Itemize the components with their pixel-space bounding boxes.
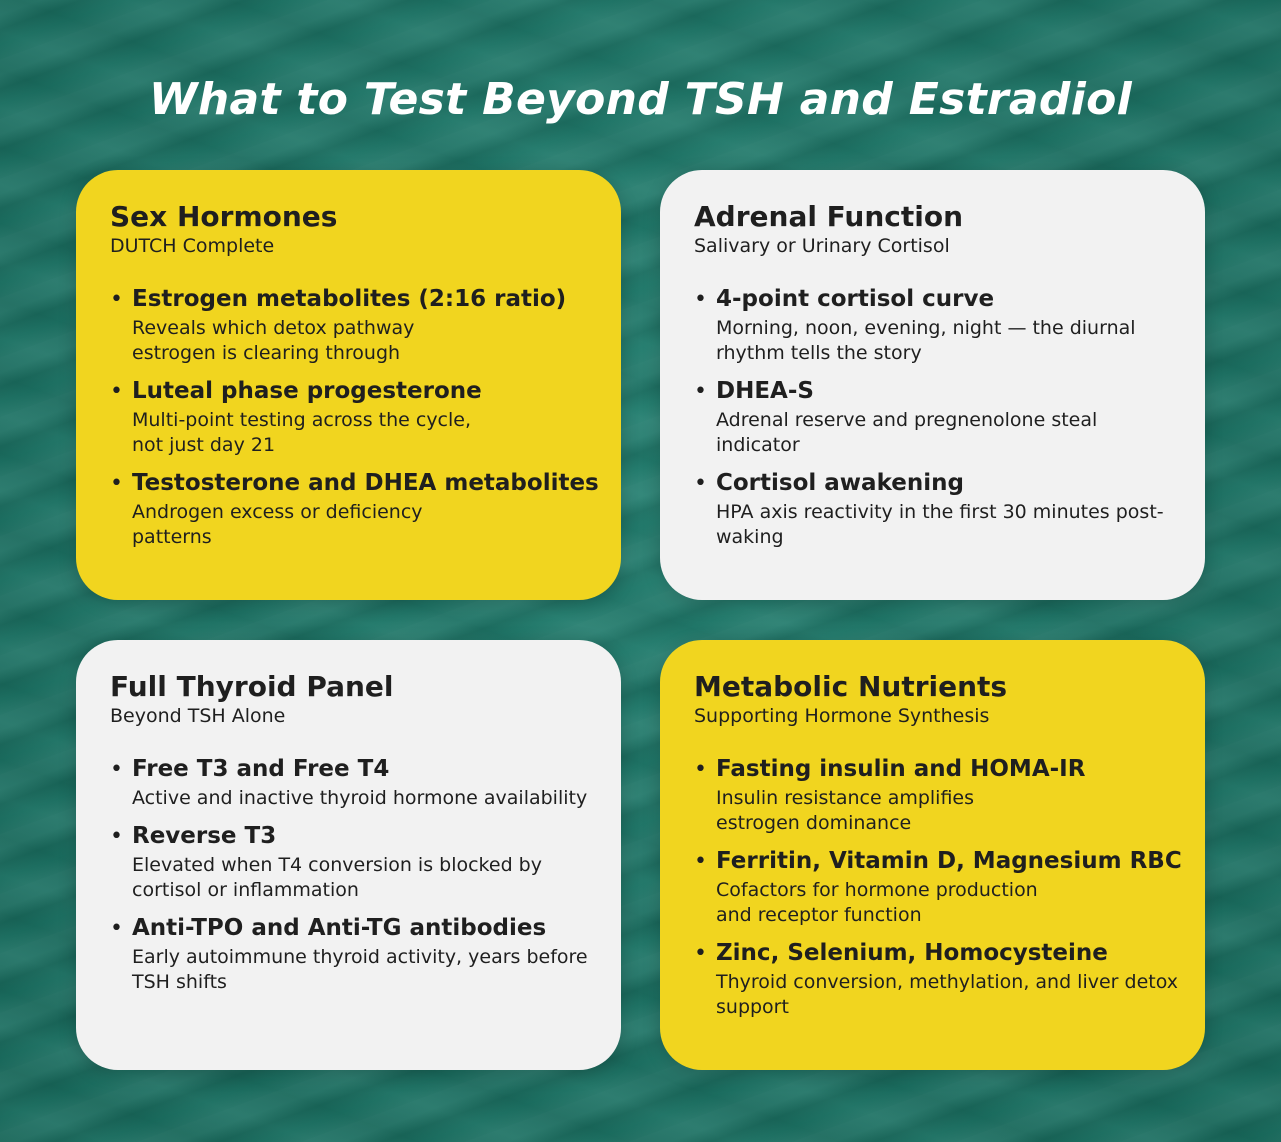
- card-adrenal-function: [660, 170, 1205, 600]
- item-title: Reverse T3: [132, 823, 277, 849]
- item-description: Elevated when T4 conversion is blocked by cortisol or inflammation: [132, 854, 542, 901]
- card-subtitle: Beyond TSH Alone: [110, 705, 286, 727]
- item-description: Active and inactive thyroid hormone availability: [132, 787, 588, 809]
- list-item: [694, 846, 1185, 928]
- list-item: [694, 284, 1185, 366]
- test-list: [110, 284, 601, 550]
- item-description: Adrenal reserve and pregnenolone steal indicator: [716, 409, 1098, 456]
- bullet-icon: •: [110, 471, 123, 496]
- card-subtitle: DUTCH Complete: [110, 235, 275, 257]
- card-title: Sex Hormones: [110, 200, 338, 233]
- bullet-icon: •: [694, 379, 707, 404]
- item-description: Reveals which detox pathway estrogen is clearing through: [132, 317, 415, 364]
- item-title: Ferritin, Vitamin D, Magnesium RBC: [716, 848, 1182, 874]
- bullet-icon: •: [694, 941, 707, 966]
- list-item: [694, 468, 1185, 550]
- item-title: 4-point cortisol curve: [716, 286, 995, 312]
- card-title: Metabolic Nutrients: [694, 670, 1008, 703]
- item-description: Multi-point testing across the cycle, not just day 21: [132, 409, 472, 456]
- item-description: Androgen excess or deficiency patterns: [132, 501, 423, 548]
- card-title: Adrenal Function: [694, 200, 964, 233]
- list-item: [694, 376, 1185, 458]
- card-subtitle: Salivary or Urinary Cortisol: [694, 235, 950, 257]
- item-title: Luteal phase progesterone: [132, 378, 482, 404]
- list-item: [110, 468, 601, 550]
- test-list: [110, 754, 601, 995]
- list-item: [110, 754, 601, 811]
- bullet-icon: •: [110, 824, 123, 849]
- item-title: Zinc, Selenium, Homocysteine: [716, 940, 1108, 966]
- card-sex-hormones: [76, 170, 621, 600]
- item-description: Cofactors for hormone production and receptor function: [716, 879, 1038, 926]
- list-item: [110, 376, 601, 458]
- bullet-icon: •: [694, 287, 707, 312]
- item-title: Anti-TPO and Anti-TG antibodies: [132, 915, 547, 941]
- bullet-icon: •: [694, 471, 707, 496]
- item-description: Thyroid conversion, methylation, and liver detox support: [716, 971, 1179, 1018]
- item-title: Estrogen metabolites (2:16 ratio): [132, 286, 567, 312]
- list-item: [110, 821, 601, 903]
- page-title: What to Test Beyond TSH and Estradiol: [149, 74, 1132, 125]
- card-full-thyroid-panel: [76, 640, 621, 1070]
- item-description: HPA axis reactivity in the first 30 minutes post-waking: [716, 501, 1164, 548]
- list-item: [694, 938, 1185, 1020]
- bullet-icon: •: [110, 379, 123, 404]
- bullet-icon: •: [110, 757, 123, 782]
- item-title: Fasting insulin and HOMA-IR: [716, 756, 1086, 782]
- item-description: Morning, noon, evening, night — the diurnal rhythm tells the story: [716, 317, 1136, 364]
- item-title: Cortisol awakening: [716, 470, 964, 496]
- item-description: Early autoimmune thyroid activity, years before TSH shifts: [132, 946, 588, 993]
- bullet-icon: •: [110, 916, 123, 941]
- list-item: [110, 913, 601, 995]
- card-title: Full Thyroid Panel: [110, 670, 394, 703]
- test-list: [694, 754, 1185, 1020]
- test-list: [694, 284, 1185, 550]
- card-metabolic-nutrients: [660, 640, 1205, 1070]
- card-subtitle: Supporting Hormone Synthesis: [694, 705, 990, 727]
- item-title: DHEA-S: [716, 378, 814, 404]
- list-item: [110, 284, 601, 366]
- list-item: [694, 754, 1185, 836]
- bullet-icon: •: [694, 849, 707, 874]
- item-description: Insulin resistance amplifies estrogen dominance: [716, 787, 975, 834]
- bullet-icon: •: [694, 757, 707, 782]
- item-title: Free T3 and Free T4: [132, 756, 390, 782]
- bullet-icon: •: [110, 287, 123, 312]
- item-title: Testosterone and DHEA metabolites: [132, 470, 599, 496]
